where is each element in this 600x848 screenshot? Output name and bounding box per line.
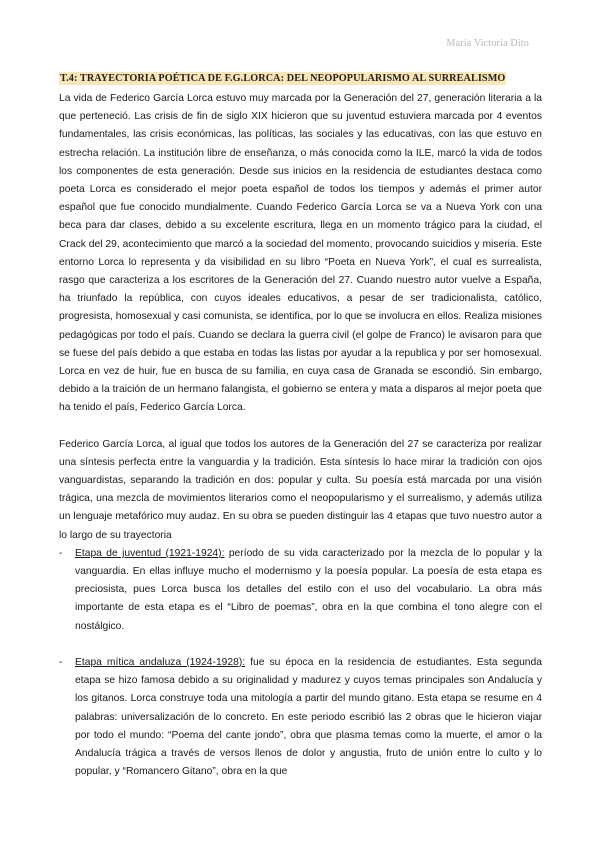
stage-text: fue su época en la residencia de estudiantes. Esta segunda etapa se hizo famosa debido a su originalidad y madurez y cuyos temas principales son Andalucía y los gitanos. Lorca construye toda una mitología a partir del mundo gitano. Esta etapa se resume en 4 palabras: universalización de lo concreto. En este periodo escribió las 2 obras que le hicieron viajar por todo el mundo: “Poema del cante jondo”, obra que plasma temas como la muerte, el amor o la Andalucía trágica a través de versos llenos de dolor y angustia, fruto de unión entre lo culto y lo popular, y “Romancero Gitano”, obra en la que [75,656,542,778]
paragraph-synthesis: Federico García Lorca, al igual que todos los autores de la Generación del 27 se caracteriza por realizar una síntesis perfecta entre la vanguardia y la tradición. Esta síntesis lo hace mirar la tradición con ojos vanguardistas, separando la tradición en dos: popular y culta. Su poesía está marcada por una visión trágica, una mezcla de movimientos literarios como el neopopularismo y el surrealismo, y además utiliza un lenguaje metafórico muy audaz. En su obra se pueden distinguir las 4 etapas que tuvo nuestro autor a lo largo de su trayectoria [59,438,542,541]
paragraph-gap [59,418,542,436]
author-header: María Victoria Dito [446,38,529,49]
paragraph-biography: La vida de Federico García Lorca estuvo muy marcada por la Generación del 27, generación literaria a la que perteneció. Las crisis de fin de siglo XIX hicieron que su juventud estuviera marcada por 4 eventos fundamentales, las crisis económicas, las políticas, las sociales y las educativas, con las que estuvo en estrecha relación. La institución libre de enseñanza, o más conocida como la ILE, marcó la vida de todos los componentes de esta generación. Desde sus inicios en la residencia de estudiantes destaca como poeta Lorca es considerado el mejor poeta español de todos los tiempos y además el primer autor español que fue conocido mundialmente. Cuando Federico García Lorca se va a Nueva York con una beca para dar clases, debido a su excelente escritura, llega en un momento trágico para la ciudad, el Crack del 29, acontecimiento que marcó a la sociedad del momento, provocando suicidios y miseria. Este entorno Lorca lo representa y da visibilidad en su libro “Poeta en Nueva York”, el cual es surrealista, rasgo que caracteriza a los escritores de la Generación del 27. Cuando nuestro autor vuelve a España, ha triunfado la república, con cuyos ideales educativos, a pesar de ser tradicionalista, católico, progresista, homosexual y casi comunista, se identifica, por lo que se involucra en ellos. Realiza misiones pedagógicas por todo el país. Cuando se declara la guerra civil (el golpe de Franco) le avisaron para que se fuese del país debido a que estaba en todas las listas por ayudar a la republica y por ser homosexual. Lorca en vez de huir, fue en busca de su familia, en cuya casa de Granada se escondió. Sin embargo, debido a la traición de un hermano falangista, el gobierno se entera y mata a disparos al mejor poeta que ha tenido el país, Federico García Lorca. [59,93,542,414]
stage-heading: Etapa de juventud (1921-1924): [75,547,225,559]
list-item-stage-youth [59,545,542,636]
document-title: T.4: TRAYECTORIA POÉTICA DE F.G.LORCA: DEL NEOPOPULARISMO AL SURREALISMO [60,73,506,84]
stage-text: período de su vida caracterizado por la mezcla de lo popular y la vanguardia. En ellas influye mucho el modernismo y la poesía popular. La poesía de esta etapa es preciosista, pues Lorca busca los detalles del estilo con el uso del vocabulario. La obra más importante de esta etapa es el “Libro de poemas”, obra en la que combina el tono alegre con el nostálgico. [75,547,542,632]
list-item-stage-andalusian [59,654,542,781]
stages-list [59,545,542,781]
document-body [59,90,542,781]
stage-heading: Etapa mítica andaluza (1924-1928): [75,656,246,668]
